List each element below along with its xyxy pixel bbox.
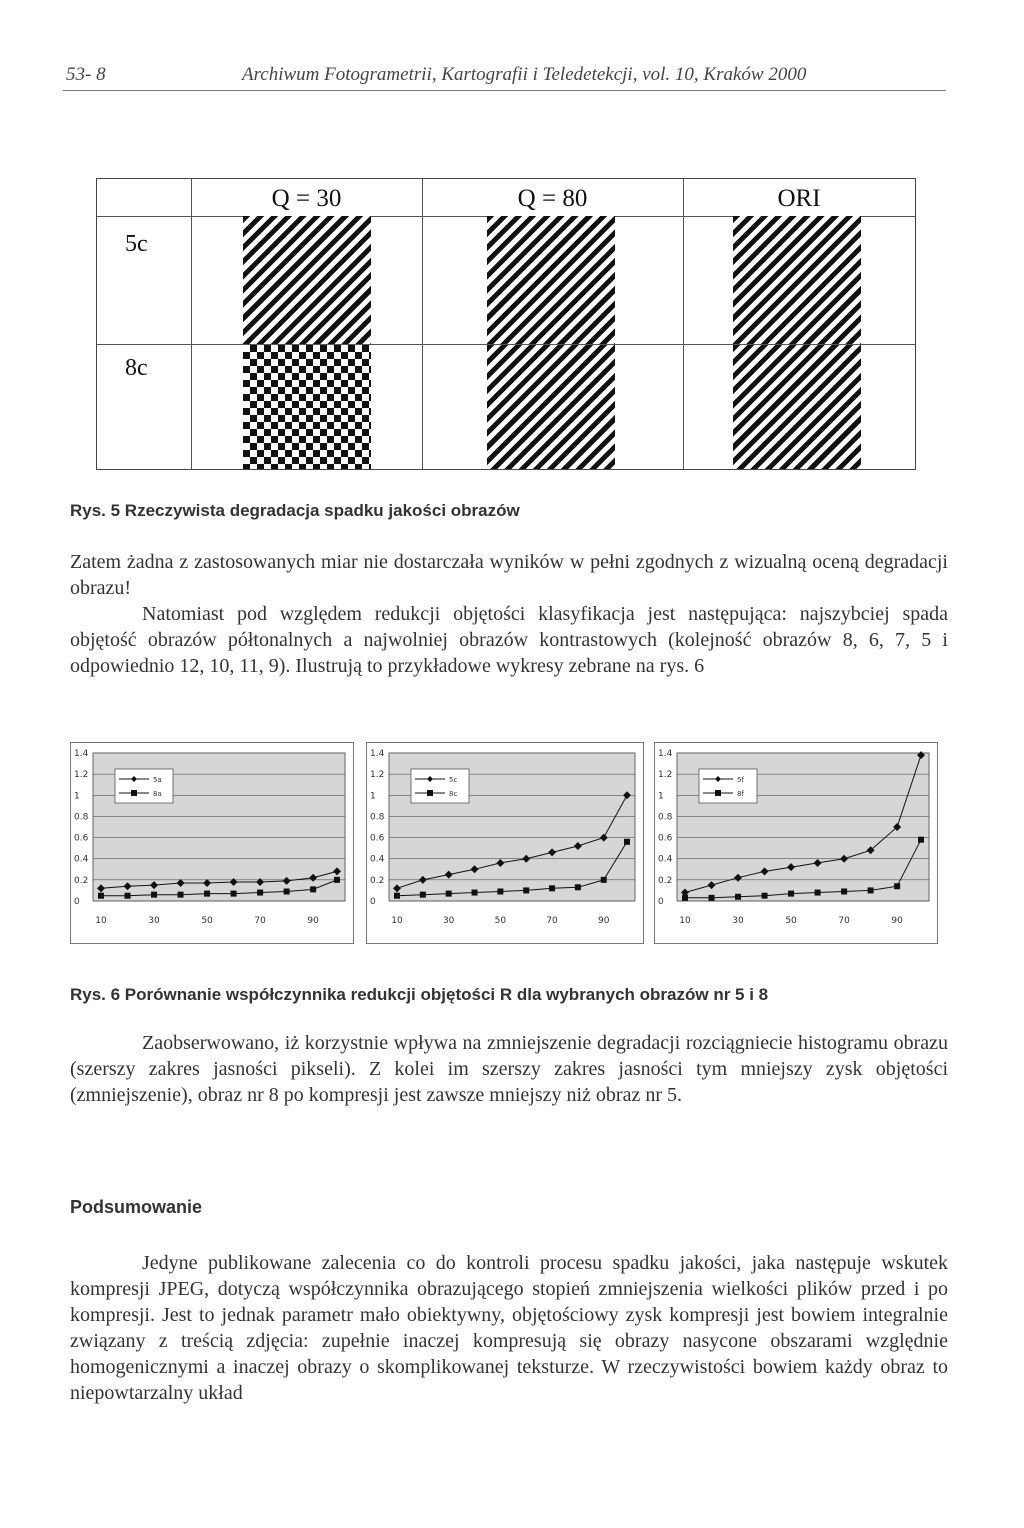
data-point-8a [334, 877, 340, 883]
y-tick-label: 1 [74, 791, 80, 802]
legend-box [699, 769, 757, 803]
row-label-5c: 5c [125, 231, 148, 257]
pattern-8c-q80 [487, 345, 615, 469]
table-vline [422, 179, 423, 469]
y-tick-label: 1.4 [74, 749, 89, 759]
y-tick-label: 1.2 [74, 770, 89, 781]
x-tick-label: 50 [494, 916, 507, 926]
chart-1 [70, 742, 354, 944]
data-point-8f [918, 837, 924, 843]
x-tick-label: 70 [546, 916, 558, 926]
data-point-8c [624, 839, 630, 845]
y-tick-label: 0.2 [658, 875, 673, 886]
header-rule [63, 90, 946, 91]
data-point-8f [709, 895, 715, 901]
legend-label: 5c [449, 776, 458, 784]
data-point-8a [98, 893, 104, 899]
data-point-8f [868, 887, 874, 893]
paragraph-1: Zatem żadna z zastosowanych miar nie dostarczała wyników w pełni zgodnych z wizualną oceną degradacji obrazu! [70, 551, 948, 599]
chart-3-svg [655, 743, 937, 943]
y-tick-label: 1.4 [370, 749, 385, 759]
data-point-8c [446, 891, 452, 897]
pattern-5c-ori [733, 216, 861, 344]
legend-label: 5a [153, 776, 162, 784]
x-tick-label: 90 [891, 916, 903, 926]
y-tick-label: 0.2 [74, 875, 89, 886]
data-point-8a [204, 891, 210, 897]
y-tick-label: 0 [74, 897, 80, 907]
legend-label: 8f [737, 790, 744, 798]
y-tick-label: 0.6 [658, 833, 673, 844]
y-tick-label: 1.2 [370, 770, 385, 781]
data-point-8c [549, 885, 555, 891]
legend-marker [131, 790, 137, 796]
data-point-8a [231, 891, 237, 897]
y-tick-label: 0.4 [370, 854, 385, 865]
y-tick-label: 1 [658, 791, 664, 802]
pattern-5c-q80 [487, 216, 615, 344]
x-tick-label: 90 [307, 916, 319, 926]
column-header-ori: ORI [777, 185, 821, 212]
section-heading: Podsumowanie [70, 1197, 203, 1217]
data-point-8c [601, 877, 607, 883]
y-tick-label: 1.4 [658, 749, 673, 759]
journal-title: Archiwum Fotogrametrii, Kartografii i Teledetekcji, vol. 10, Kraków 2000 [242, 64, 807, 85]
legend-label: 8a [153, 790, 162, 798]
data-point-8c [575, 884, 581, 890]
pattern-8c-ori [733, 345, 861, 469]
legend-label: 5f [737, 776, 744, 784]
column-header-q30: Q = 30 [271, 185, 342, 212]
legend-marker [715, 790, 721, 796]
page-number: 53- 8 [66, 64, 106, 85]
chart-2 [366, 742, 644, 944]
data-point-8f [894, 883, 900, 889]
data-point-8c [472, 890, 478, 896]
chart-3 [654, 742, 938, 944]
data-point-8f [762, 893, 768, 899]
data-point-8f [735, 894, 741, 900]
table-vline [683, 179, 684, 469]
paragraph-2: Natomiast pod względem redukcji objętości klasyfikacja jest następująca: najszybciej spada objętość obrazów półtonalnych a najwolniej obrazów kontrastowych (kolejność obrazów 8, 6, 7, 5 i odpowiednio 12, 10, 11, 9). Ilustrują to przykładowe wykresy zebrane na rys. 6 [70, 603, 948, 677]
legend-label: 8c [449, 790, 458, 798]
data-point-8f [682, 895, 688, 901]
data-point-8c [523, 887, 529, 893]
legend-box [115, 769, 173, 803]
y-tick-label: 1 [370, 791, 376, 802]
y-tick-label: 1.2 [658, 770, 673, 781]
data-point-8c [394, 893, 400, 899]
y-tick-label: 0.4 [74, 854, 89, 865]
x-tick-label: 10 [391, 916, 403, 926]
data-point-8f [841, 888, 847, 894]
x-tick-label: 30 [442, 916, 455, 926]
data-point-8f [815, 890, 821, 896]
legend-box [411, 769, 469, 803]
x-tick-label: 30 [148, 916, 160, 926]
y-tick-label: 0.8 [74, 812, 89, 823]
x-tick-label: 50 [785, 916, 797, 926]
data-point-8f [788, 891, 794, 897]
y-tick-label: 0 [370, 897, 376, 907]
data-point-8c [420, 892, 426, 898]
chart-1-svg [71, 743, 353, 943]
figure6-caption: Rys. 6 Porównanie współczynnika redukcji objętości R dla wybranych obrazów nr 5 i 8 [70, 985, 769, 1004]
x-tick-label: 30 [732, 916, 744, 926]
x-tick-label: 10 [679, 916, 691, 926]
x-tick-label: 70 [254, 916, 266, 926]
y-tick-label: 0.8 [370, 812, 385, 823]
figure5-pattern-table [96, 178, 916, 470]
paragraph-3: Zaobserwowano, iż korzystnie wpływa na zmniejszenie degradacji rozciągniecie histogramu obrazu (szerszy zakres jasności pikseli). Z kolei im szerszy zakres jasności tym mniejszy zysk objętości (zmniejszenie), obraz nr 8 po kompresji jest zawsze mniejszy niż obraz nr 5. [70, 1032, 948, 1106]
chart-2-svg [367, 743, 643, 943]
data-point-8a [284, 888, 290, 894]
y-tick-label: 0.6 [370, 833, 385, 844]
y-tick-label: 0.8 [658, 812, 673, 823]
data-point-8c [497, 888, 503, 894]
x-tick-label: 50 [201, 916, 213, 926]
figure5-caption: Rys. 5 Rzeczywista degradacja spadku jakości obrazów [70, 501, 520, 520]
y-tick-label: 0.2 [370, 875, 385, 886]
data-point-8a [257, 890, 263, 896]
data-point-8a [151, 892, 157, 898]
pattern-8c-q30 [243, 345, 371, 469]
y-tick-label: 0.6 [74, 833, 89, 844]
paragraph-4: Jedyne publikowane zalecenia co do kontroli procesu spadku jakości, jaka następuje wskutek kompresji JPEG, dotyczą współczynnika obrazującego stopień zmniejszenia wielkości plików przed i po kompresji. Jest to jednak parametr mało obiektywny, objętościowy zysk kompresji jest bowiem integralnie związany z treścią zdjęcia: zupełnie inaczej kompresują się obrazy nasycone obszarami względnie homogenicznymi a inaczej obrazy o skomplikowanej teksturze. W rzeczywistości bowiem każdy obraz to niepowtarzalny układ [70, 1252, 948, 1404]
data-point-8a [310, 886, 316, 892]
data-point-8a [125, 893, 131, 899]
x-tick-label: 70 [838, 916, 850, 926]
y-tick-label: 0 [658, 897, 664, 907]
data-point-8a [178, 892, 184, 898]
row-label-8c: 8c [125, 355, 148, 381]
column-header-q80: Q = 80 [517, 185, 588, 212]
y-tick-label: 0.4 [658, 854, 673, 865]
table-vline [191, 179, 192, 469]
legend-marker [427, 790, 433, 796]
pattern-5c-q30 [243, 216, 371, 344]
x-tick-label: 10 [95, 916, 107, 926]
x-tick-label: 90 [598, 916, 610, 926]
